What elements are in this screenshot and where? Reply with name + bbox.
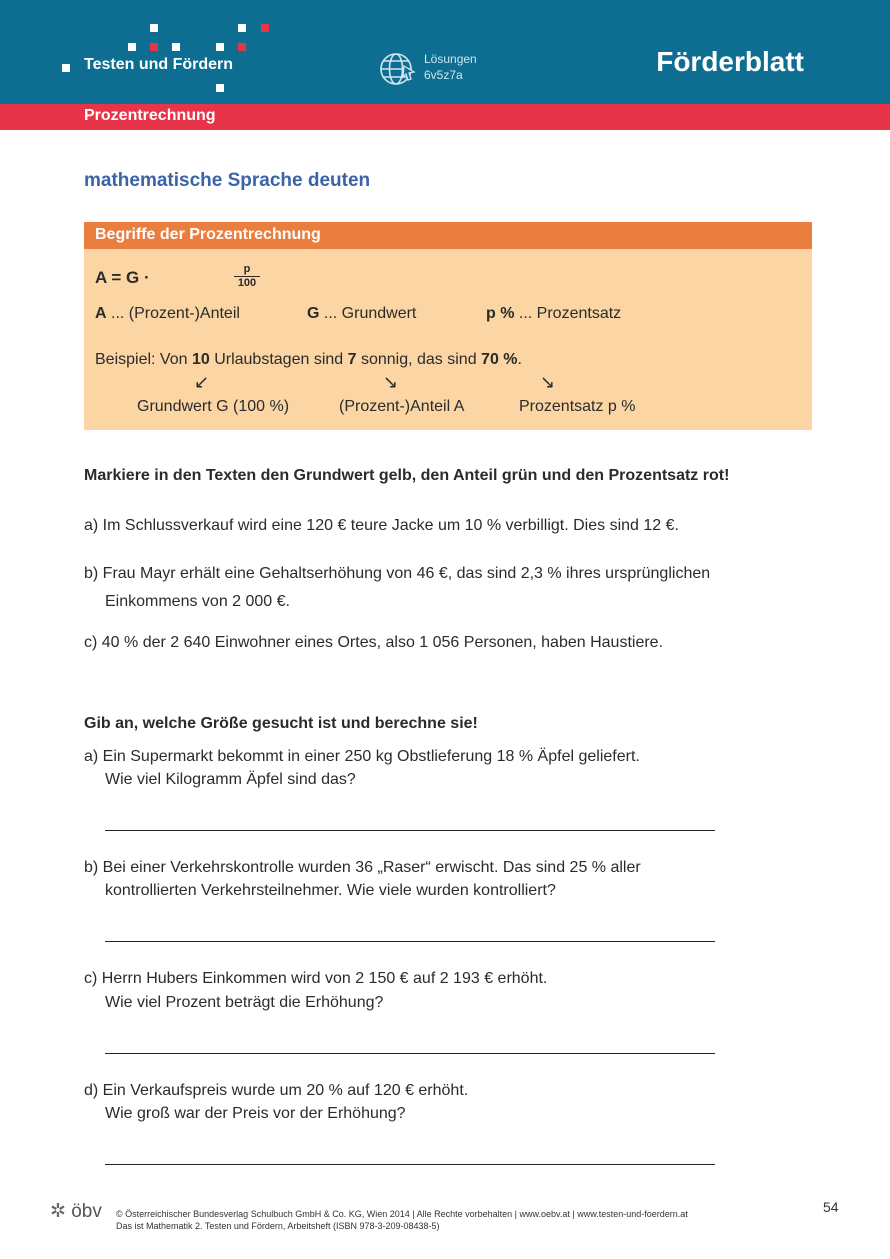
arrow-down-left-icon: ↙ [194,372,210,392]
example-sentence [95,351,522,369]
definition-box [84,222,812,430]
definition-box-header [84,222,812,249]
task1-item-b: b) Frau Mayr erhält eine Gehaltserhöhung von 46 €, das sind 2,3 % ihres ursprünglichen [84,565,711,582]
example-text: Urlaubstagen sind [209,351,348,368]
formula-lhs: A = G · [95,268,150,287]
task2-item-b: b) Bei einer Verkehrskontrolle wurden 36 „Raser“ erwischt. Das sind 25 % aller [84,859,641,876]
arrow-down-right-icon: ↘ [383,372,399,392]
answer-line[interactable] [105,830,715,831]
logo-square [261,24,269,32]
topic-bar [0,104,890,130]
answer-line[interactable] [105,941,715,942]
task1-item-c: c) 40 % der 2 640 Einwohner eines Ortes, also 1 056 Personen, haben Haustiere. [84,634,664,651]
arrow-down-right-icon: ↘ [540,372,556,392]
term-prozentsatz [486,305,621,323]
example-text: . [517,351,522,368]
logo-square [172,43,180,51]
example-label-anteil: (Prozent-)Anteil A [339,398,465,415]
solutions-code[interactable] [424,51,477,83]
globe-link-icon[interactable] [378,50,418,88]
example-label-grundwert: Grundwert G (100 %) [137,398,290,415]
term-description: ... Prozentsatz [514,305,622,322]
flower-icon: ✲ [50,1201,66,1222]
footer-text [116,1208,688,1232]
term-description: ... (Prozent-)Anteil [106,305,240,322]
formula-fraction [234,263,260,289]
task2-item-a-cont: Wie viel Kilogramm Äpfel sind das? [105,771,356,788]
example-value: 70 % [481,351,518,368]
example-text: Beispiel: Von [95,351,192,368]
task2-instruction: Gib an, welche Größe gesucht ist und berechne sie! [84,715,478,732]
logo-square [62,64,70,72]
sheet-title: Förderblatt [656,46,804,77]
footer-book: Das ist Mathematik 2. Testen und Fördern, Arbeitsheft (ISBN 978-3-209-08438-5) [116,1221,440,1231]
example-label-prozentsatz: Prozentsatz p % [519,398,636,415]
solutions-code-value: 6v5z7a [424,68,463,82]
term-description: ... Grundwert [319,305,417,322]
publisher-logo [50,1200,102,1223]
logo-square [238,24,246,32]
definition-box-title: Begriffe der Prozentrechnung [95,226,321,243]
fraction-denominator: 100 [237,277,257,289]
logo-square [150,24,158,32]
header-bar [0,0,890,104]
fraction-numerator: p [234,263,260,277]
term-symbol: p % [486,305,515,322]
term-anteil [95,305,240,323]
term-symbol: G [307,305,320,322]
publisher-logo-text: öbv [71,1201,102,1222]
logo-square [128,43,136,51]
solutions-label: Lösungen [424,52,477,66]
term-symbol: A [95,305,107,322]
answer-line[interactable] [105,1164,715,1165]
task1-instruction: Markiere in den Texten den Grundwert gelb, den Anteil grün und den Prozentsatz rot! [84,467,730,484]
task2-item-b-cont: kontrollierten Verkehrsteilnehmer. Wie viele wurden kontrolliert? [105,882,556,899]
task2-item-d-cont: Wie groß war der Preis vor der Erhöhung? [105,1105,406,1122]
task1-item-a: a) Im Schlussverkauf wird eine 120 € teure Jacke um 10 % verbilligt. Dies sind 12 €. [84,517,679,534]
example-value: 7 [347,351,357,368]
task1-item-b-cont: Einkommens von 2 000 €. [105,593,290,610]
answer-line[interactable] [105,1053,715,1054]
logo-square [216,84,224,92]
logo-square [216,43,224,51]
term-grundwert [307,305,416,323]
brand-name: Testen und Fördern [84,56,234,73]
logo-square [238,43,246,51]
task2-item-a: a) Ein Supermarkt bekommt in einer 250 kg Obstlieferung 18 % Äpfel geliefert. [84,748,640,765]
example-text: sonnig, das sind [356,351,482,368]
task2-item-c-cont: Wie viel Prozent beträgt die Erhöhung? [105,994,384,1011]
example-value: 10 [191,351,210,368]
task2-item-d: d) Ein Verkaufspreis wurde um 20 % auf 120 € erhöht. [84,1082,469,1099]
logo-square [150,43,158,51]
section-title: mathematische Sprache deuten [84,170,371,191]
page-number: 54 [823,1199,839,1215]
topic-label: Prozentrechnung [84,107,216,124]
task2-item-c: c) Herrn Hubers Einkommen wird von 2 150 € auf 2 193 € erhöht. [84,970,548,987]
footer-copyright: © Österreichischer Bundesverlag Schulbuch GmbH & Co. KG, Wien 2014 | Alle Rechte vorbehalten | www.oebv.at | www.testen-und-foerdern.at [116,1209,688,1219]
